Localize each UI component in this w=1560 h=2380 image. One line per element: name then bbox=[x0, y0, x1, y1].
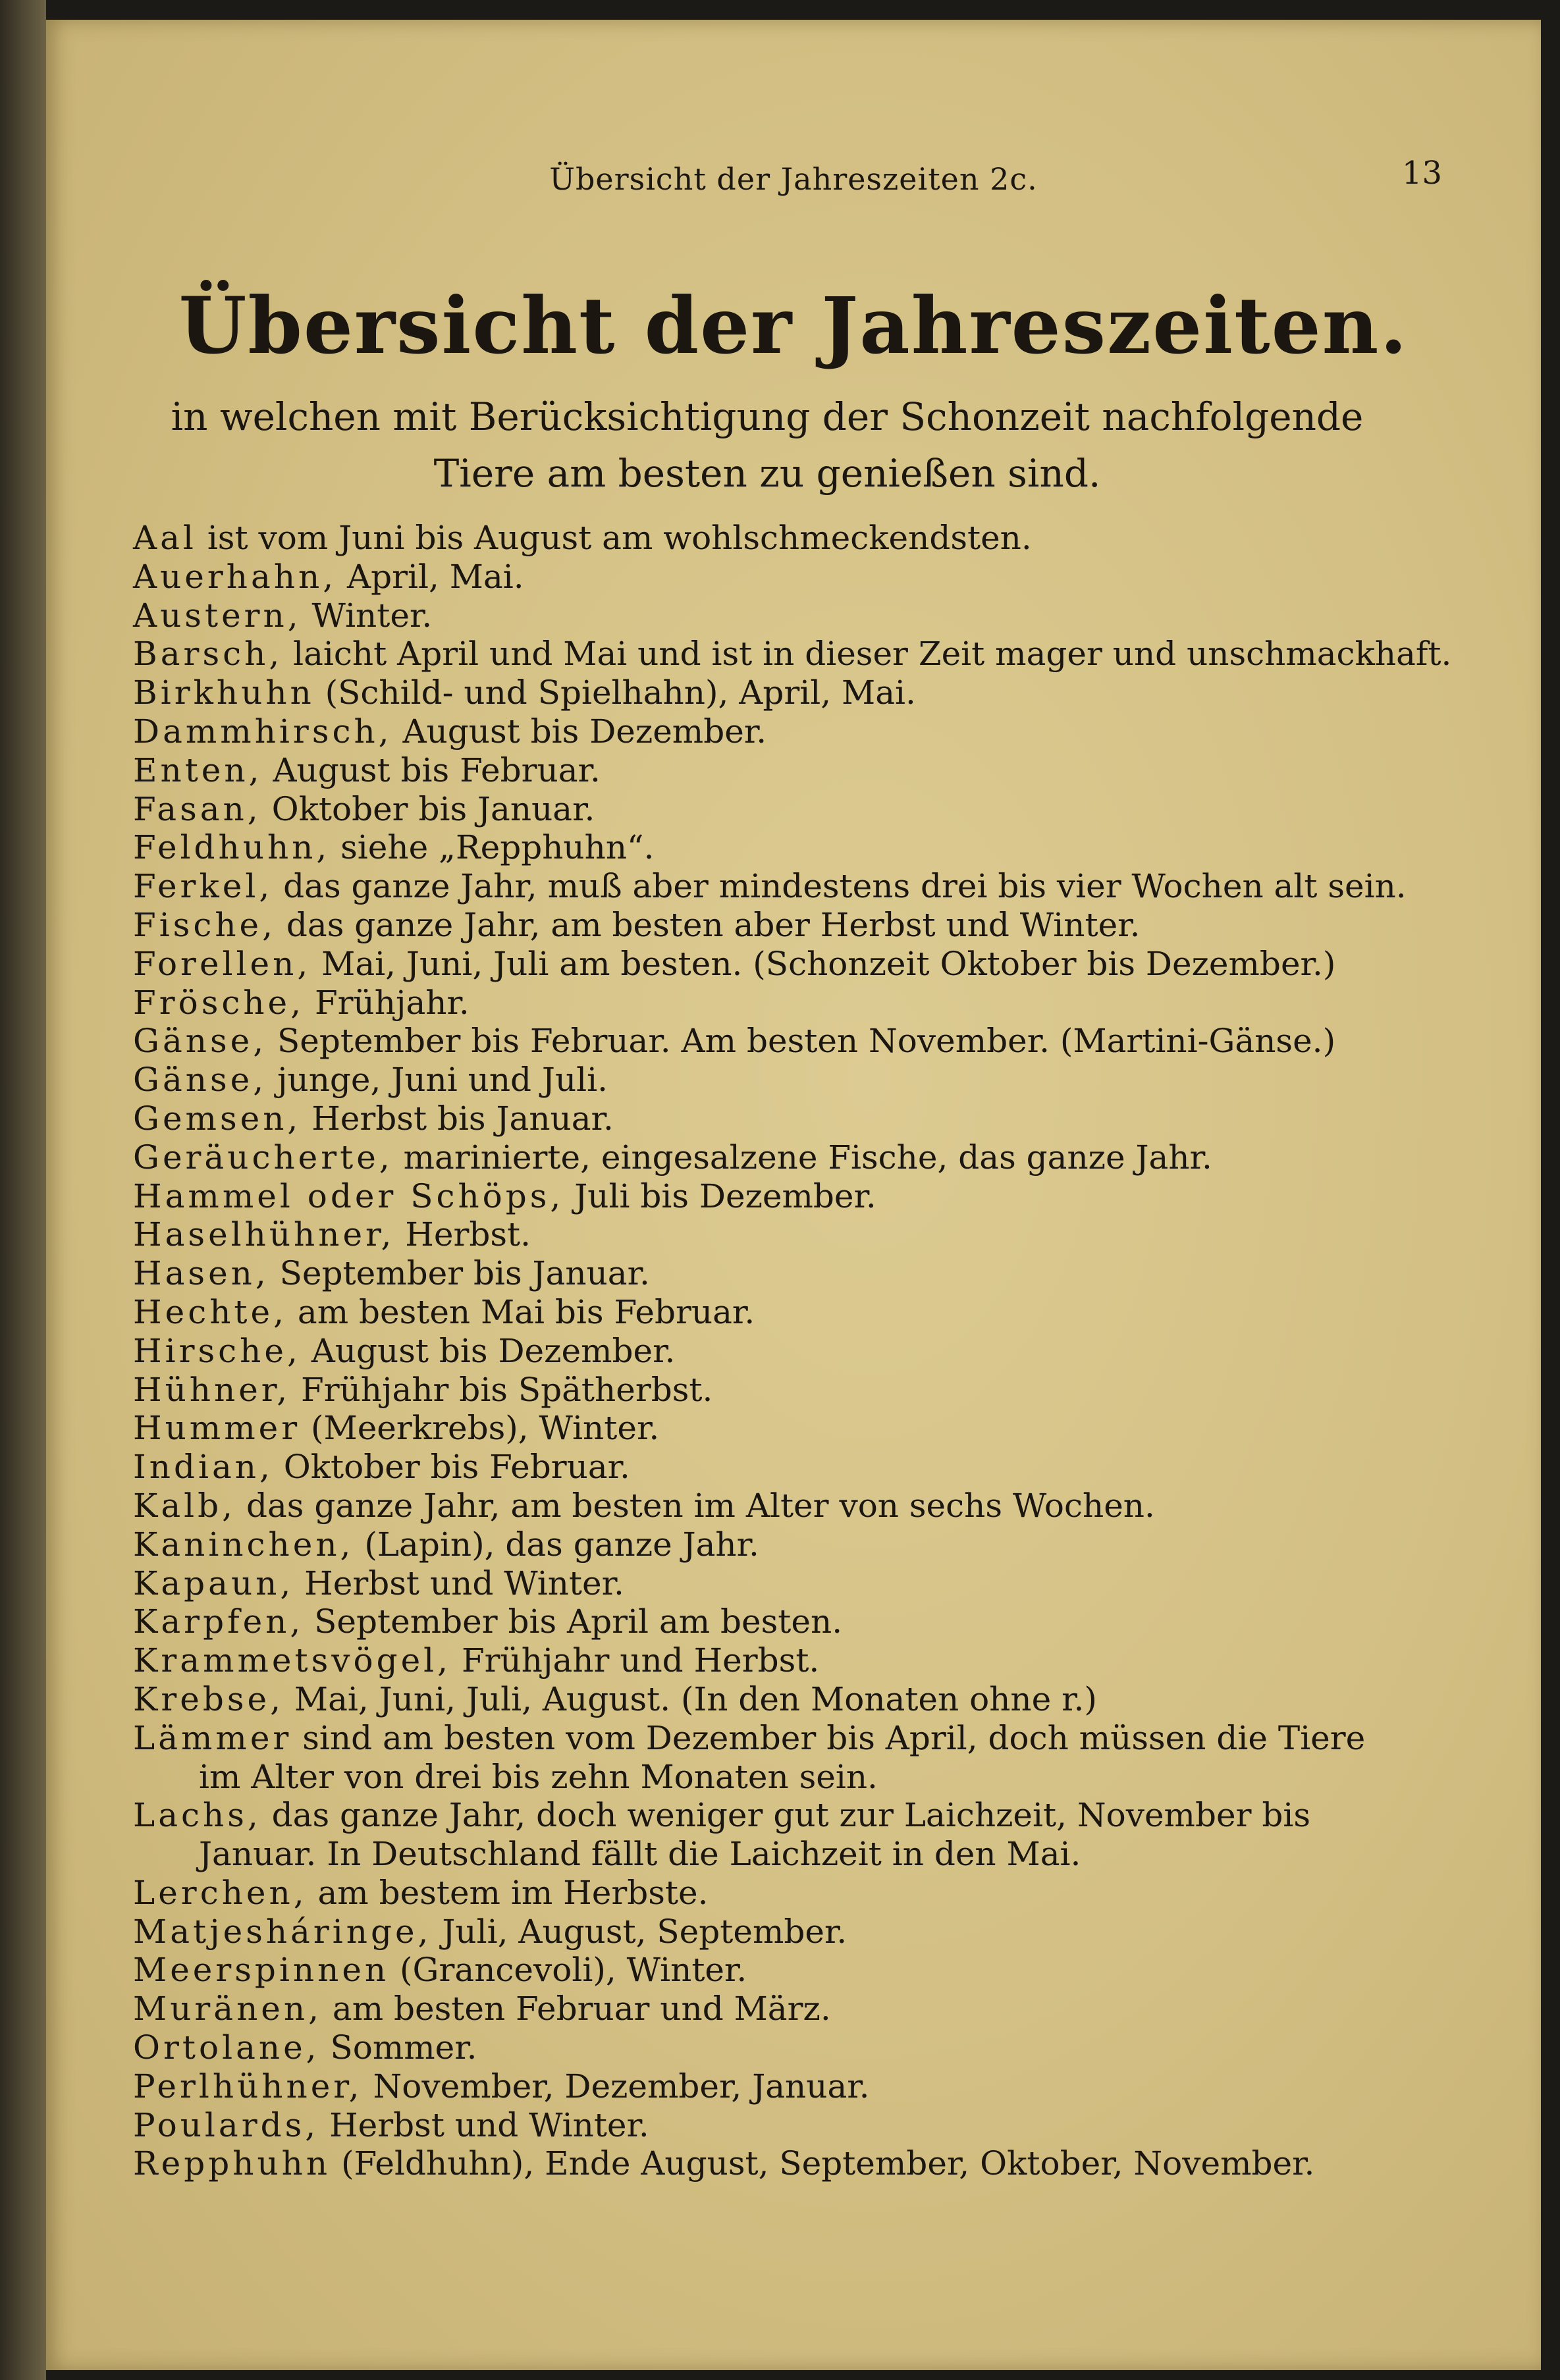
entry-name: Hechte, bbox=[133, 1292, 287, 1331]
entry-text: Winter. bbox=[301, 596, 433, 635]
list-item bbox=[133, 1061, 1397, 1099]
entry-text: August bis Dezember. bbox=[300, 1331, 676, 1370]
list-item bbox=[133, 2144, 1397, 2183]
list-item bbox=[133, 1602, 1397, 1641]
season-list bbox=[133, 519, 1452, 2183]
entry-name: Gemsen, bbox=[133, 1099, 302, 1138]
entry-name: Hirsche, bbox=[133, 1331, 301, 1370]
list-item bbox=[133, 1874, 1397, 1913]
entry-name: Krammetsvögel, bbox=[133, 1641, 452, 1680]
entry-text: September bis Februar. Am besten November. (Martini-Gänse.) bbox=[267, 1022, 1336, 1061]
entry-text: Herbst. bbox=[394, 1215, 531, 1254]
entry-text: das ganze Jahr, doch weniger gut zur Laichzeit, November bis Januar. In Deutschland fällt die Laichzeit in den Mai. bbox=[199, 1796, 1311, 1874]
entry-text: Mai, Juni, Juli am besten. (Schonzeit Oktober bis Dezember.) bbox=[311, 944, 1336, 983]
list-item bbox=[133, 1371, 1397, 1410]
list-item bbox=[133, 1487, 1397, 1525]
entry-name: Hammel oder Schöps, bbox=[133, 1177, 564, 1215]
book-page bbox=[46, 20, 1541, 2370]
entry-text: (Lapin), das ganze Jahr. bbox=[354, 1525, 759, 1564]
entry-text: September bis April am besten. bbox=[304, 1602, 843, 1641]
entry-text: sind am besten vom Dezember bis April, doch müssen die Tiere im Alter von drei bis zehn Monaten sein. bbox=[199, 1718, 1366, 1796]
entry-text: ist vom Juni bis August am wohlschmeckendsten. bbox=[196, 519, 1032, 557]
page-title: Übersicht der Jahreszeiten. bbox=[178, 280, 1409, 371]
entry-text: (Feldhuhn), Ende August, September, Oktober, November. bbox=[331, 2144, 1315, 2183]
entry-text: (Schild- und Spielhahn), April, Mai. bbox=[314, 674, 916, 712]
entry-name: Gänse, bbox=[133, 1022, 267, 1061]
entry-name: Matjesháringe, bbox=[133, 1912, 432, 1951]
list-item bbox=[133, 1719, 1397, 1797]
entry-text: laicht April und Mai und ist in dieser Zeit mager und unschmackhaft. bbox=[282, 635, 1452, 674]
entry-text: das ganze Jahr, am besten aber Herbst und Winter. bbox=[276, 905, 1141, 944]
list-item bbox=[133, 1022, 1397, 1061]
entry-name: Aal bbox=[133, 519, 197, 557]
entry-name: Hühner, bbox=[133, 1370, 291, 1409]
list-item bbox=[133, 2028, 1397, 2067]
entry-text: August bis Dezember. bbox=[392, 712, 767, 751]
entry-name: Frösche, bbox=[133, 983, 305, 1022]
entry-text: Herbst und Winter. bbox=[319, 2105, 649, 2144]
entry-name: Muränen, bbox=[133, 1990, 322, 2028]
entry-text: September bis Januar. bbox=[269, 1254, 650, 1293]
list-item bbox=[133, 1525, 1397, 1564]
entry-text: Sommer. bbox=[319, 2028, 477, 2067]
list-item bbox=[133, 1990, 1397, 2028]
list-item bbox=[133, 1448, 1397, 1487]
entry-text: Oktober bis Januar. bbox=[261, 789, 595, 828]
list-item bbox=[133, 596, 1397, 635]
entry-name: Haselhühner, bbox=[133, 1215, 395, 1254]
entry-name: Birkhuhn bbox=[133, 674, 315, 712]
entry-name: Repphuhn bbox=[133, 2144, 331, 2183]
entry-text: Juli bis Dezember. bbox=[564, 1177, 876, 1215]
list-item bbox=[133, 984, 1397, 1022]
list-item bbox=[133, 635, 1452, 674]
entry-name: Dammhirsch, bbox=[133, 712, 392, 751]
list-item bbox=[133, 945, 1397, 984]
page-subtitle: in welchen mit Berücksichtigung der Schonzeit nachfolgende Tiere am besten zu genießen sind. bbox=[171, 394, 1364, 496]
entry-name: Geräucherte, bbox=[133, 1138, 393, 1177]
entry-name: Kapaun, bbox=[133, 1564, 294, 1602]
page-number: 13 bbox=[1401, 155, 1442, 192]
list-item bbox=[133, 1951, 1397, 1990]
book-spine bbox=[0, 0, 46, 2380]
entry-text: das ganze Jahr, muß aber mindestens drei bis vier Wochen alt sein. bbox=[273, 867, 1407, 906]
entry-text: November, Dezember, Januar. bbox=[362, 2067, 870, 2105]
list-item bbox=[133, 712, 1397, 751]
list-item bbox=[133, 1641, 1397, 1680]
entry-text: Herbst und Winter. bbox=[294, 1564, 624, 1602]
entry-text: marinierte, eingesalzene Fische, das ganze Jahr. bbox=[392, 1138, 1212, 1177]
entry-name: Krebse, bbox=[133, 1679, 284, 1718]
entry-name: Meerspinnen bbox=[133, 1951, 390, 1990]
list-item bbox=[133, 674, 1397, 712]
list-item bbox=[133, 867, 1407, 906]
entry-name: Perlhühner, bbox=[133, 2067, 363, 2105]
entry-name: Hasen, bbox=[133, 1254, 269, 1293]
list-item bbox=[133, 1138, 1397, 1177]
list-item bbox=[133, 1099, 1397, 1138]
list-item bbox=[133, 906, 1397, 945]
list-item bbox=[133, 1564, 1397, 1603]
entry-name: Enten, bbox=[133, 751, 263, 789]
entry-text: Frühjahr und Herbst. bbox=[451, 1641, 820, 1680]
entry-text: Frühjahr bis Spätherbst. bbox=[290, 1370, 713, 1409]
list-item bbox=[133, 1215, 1397, 1254]
list-item bbox=[133, 1332, 1397, 1371]
entry-text: Frühjahr. bbox=[304, 983, 470, 1022]
list-item bbox=[133, 1293, 1397, 1332]
entry-name: Hummer bbox=[133, 1409, 301, 1448]
list-item bbox=[133, 519, 1397, 558]
list-item bbox=[133, 751, 1397, 790]
entry-name: Ortolane, bbox=[133, 2028, 320, 2067]
entry-text: am besten Februar und März. bbox=[322, 1990, 831, 2028]
running-head: Übersicht der Jahreszeiten 2c. bbox=[549, 161, 1038, 197]
entry-text: am besten Mai bis Februar. bbox=[286, 1292, 755, 1331]
entry-name: Fasan, bbox=[133, 789, 261, 828]
entry-text: Mai, Juni, Juli, August. (In den Monaten ohne r.) bbox=[284, 1679, 1097, 1718]
entry-text: Juli, August, September. bbox=[431, 1912, 847, 1951]
entry-name: Feldhuhn, bbox=[133, 828, 331, 867]
entry-text: August bis Februar. bbox=[262, 751, 601, 789]
list-item bbox=[133, 558, 1397, 596]
list-item bbox=[133, 1680, 1397, 1719]
entry-name: Fische, bbox=[133, 905, 277, 944]
entry-name: Ferkel, bbox=[133, 867, 273, 906]
entry-text: Oktober bis Februar. bbox=[273, 1448, 630, 1487]
list-item bbox=[133, 1913, 1397, 1951]
entry-text: junge, Juni und Juli. bbox=[267, 1061, 608, 1099]
entry-text: (Grancevoli), Winter. bbox=[389, 1951, 747, 1990]
list-item bbox=[133, 790, 1397, 829]
entry-name: Forellen, bbox=[133, 944, 311, 983]
list-item bbox=[133, 828, 1397, 867]
entry-name: Lämmer bbox=[133, 1718, 292, 1757]
entry-name: Lachs, bbox=[133, 1796, 261, 1835]
entry-text: Herbst bis Januar. bbox=[301, 1099, 614, 1138]
entry-name: Gänse, bbox=[133, 1061, 267, 1099]
entry-name: Auerhahn, bbox=[133, 557, 337, 596]
entry-text: das ganze Jahr, am besten im Alter von sechs Wochen. bbox=[236, 1486, 1155, 1525]
entry-name: Karpfen, bbox=[133, 1602, 304, 1641]
entry-name: Poulards, bbox=[133, 2105, 319, 2144]
entry-name: Kaninchen, bbox=[133, 1525, 354, 1564]
entry-text: siehe „Repphuhn“. bbox=[330, 828, 655, 867]
entry-name: Austern, bbox=[133, 596, 302, 635]
list-item bbox=[133, 1796, 1397, 1874]
entry-text: (Meerkrebs), Winter. bbox=[300, 1409, 660, 1448]
list-item bbox=[133, 2106, 1397, 2145]
list-item bbox=[133, 1254, 1397, 1293]
entry-name: Barsch, bbox=[133, 635, 283, 674]
list-item bbox=[133, 1409, 1397, 1448]
entry-text: April, Mai. bbox=[336, 557, 524, 596]
list-item bbox=[133, 1177, 1397, 1216]
entry-name: Kalb, bbox=[133, 1486, 236, 1525]
entry-name: Indian, bbox=[133, 1448, 273, 1487]
list-item bbox=[133, 2067, 1397, 2106]
entry-text: am bestem im Herbste. bbox=[307, 1873, 709, 1912]
entry-name: Lerchen, bbox=[133, 1873, 308, 1912]
